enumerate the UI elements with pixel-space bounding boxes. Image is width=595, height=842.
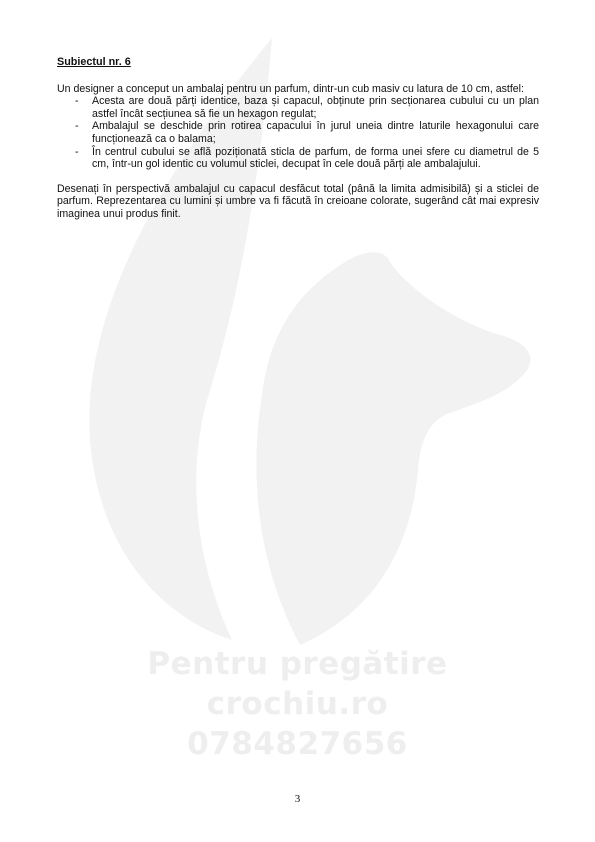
task-paragraph: Desenați în perspectivă ambalajul cu capacul desfăcut total (până la limita admisibilă) și a sticlei de parfum. Reprezentarea cu lumini și umbre va fi făcută în creioane colorate, sugerând cât mai expresiv imaginea unui produs finit. — [57, 182, 539, 220]
document-body — [57, 56, 539, 221]
list-item: - În centrul cubului se află poziționată sticla de parfum, de forma unei sfere cu diametrul de 5 cm, într-un gol identic cu volumul sticlei, decupat în cele două părți ale ambalajului. — [75, 145, 539, 171]
watermark-line-3: 0784827656 — [187, 726, 408, 762]
subject-title: Subiectul nr. 6 — [57, 56, 131, 68]
list-item: - Ambalajul se deschide prin rotirea capacului în jurul uneia dintre laturile hexagonului care funcționează ca o balama; — [75, 120, 539, 145]
watermark-line-1: Pentru pregătire — [147, 646, 448, 682]
intro-paragraph: Un designer a conceput un ambalaj pentru un parfum, dintr-un cub masiv cu latura de 10 cm, astfel: — [57, 82, 524, 95]
bullet-dash: - — [75, 120, 79, 133]
bullet-dash: - — [75, 95, 79, 108]
bullet-dash: - — [75, 145, 79, 158]
requirements-list — [57, 95, 539, 171]
watermark-line-2: crochiu.ro — [206, 686, 389, 722]
page-number: 3 — [294, 793, 301, 805]
list-item: - Acesta are două părți identice, baza și capacul, obținute prin secționarea cubului cu un plan astfel încât secțiunea să fie un hexagon regulat; — [75, 95, 539, 120]
